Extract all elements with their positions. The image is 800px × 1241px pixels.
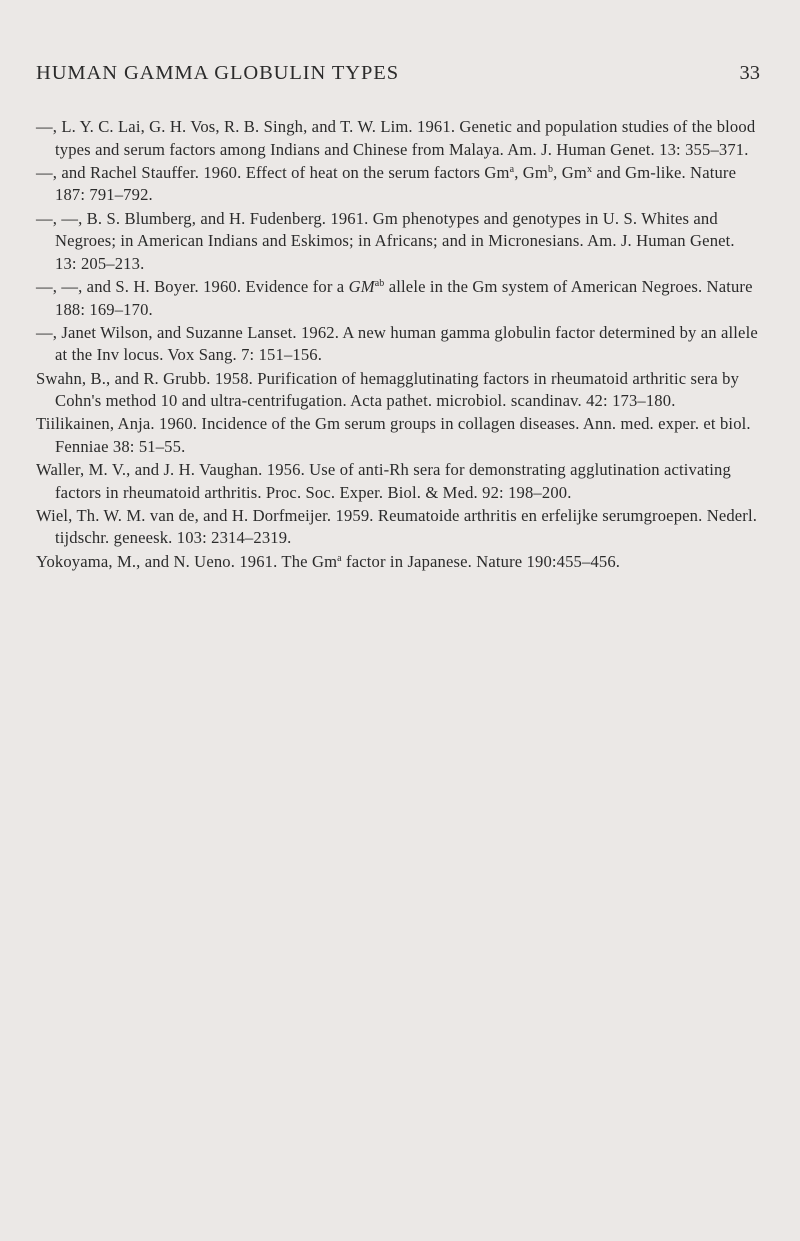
superscript: b xyxy=(548,163,554,175)
reference-entry xyxy=(36,505,760,550)
reference-text: factor in Japanese. Nature 190:455–456. xyxy=(341,551,621,571)
superscript: a xyxy=(509,163,515,175)
reference-entry xyxy=(36,162,760,207)
reference-text: Tiilikainen, Anja. 1960. Incidence of the Gm serum groups in collagen diseases. Ann. med. exper. et biol. Fenniae 38: 51–55. xyxy=(36,414,751,456)
reference-entry xyxy=(36,276,760,321)
reference-list xyxy=(36,116,760,574)
reference-text: Wiel, Th. W. M. van de, and H. Dorfmeijer. 1959. Reumatoide arthritis en erfelijke serumgroepen. Nederl. tijdschr. geneesk. 103: 2314–2319. xyxy=(36,505,758,548)
reference-text: —, Janet Wilson, and Suzanne Lanset. 1962. A new human gamma globulin factor determined by an allele at the Inv locus. Vox Sang. 7: 151–156. xyxy=(36,322,758,365)
page-header xyxy=(36,62,760,90)
reference-text: —, —, and S. H. Boyer. 1960. Evidence for a xyxy=(36,276,349,296)
reference-text: , Gm xyxy=(514,162,548,182)
running-head: HUMAN GAMMA GLOBULIN TYPES xyxy=(36,62,400,84)
reference-text: , Gm xyxy=(553,162,587,182)
reference-text: —, L. Y. C. Lai, G. H. Vos, R. B. Singh, and T. W. Lim. 1961. Genetic and population studies of the blood types and serum factors among Indians and Chinese from Malaya. Am. J. Human Genet. 13: 355–371. xyxy=(36,117,756,159)
superscript: x xyxy=(586,163,593,175)
reference-entry xyxy=(36,413,760,458)
superscript: ab xyxy=(374,277,385,289)
reference-text: Swahn, B., and R. Grubb. 1958. Purification of hemagglutinating factors in rheumatoid arthritic sera by Cohn's method 10 and ultra-centrifugation. Acta pathet. microbiol. scandinav. 42: 173–180. xyxy=(36,368,740,411)
reference-entry xyxy=(36,116,760,161)
reference-entry xyxy=(36,368,760,413)
reference-entry xyxy=(36,322,760,367)
reference-text: and Gm-like. Nature 187: 791–792. xyxy=(55,162,737,205)
reference-text: —, and Rachel Stauffer. 1960. Effect of heat on the serum factors Gm xyxy=(36,162,510,182)
reference-text: Yokoyama, M., and N. Ueno. 1961. The Gm xyxy=(36,551,338,571)
reference-text: allele in the Gm system of American Negroes. Nature 188: 169–170. xyxy=(55,276,753,319)
reference-entry xyxy=(36,208,760,276)
reference-entry xyxy=(36,551,760,574)
page-number: 33 xyxy=(739,62,760,84)
reference-text: —, —, B. S. Blumberg, and H. Fudenberg. 1961. Gm phenotypes and genotypes in U. S. Whites and Negroes; in American Indians and Eskimos; in Africans; and in Micronesians. Am. J. Human Genet. 13: 205–213. xyxy=(36,208,735,273)
reference-text: Waller, M. V., and J. H. Vaughan. 1956. Use of anti-Rh sera for demonstrating agglutination activating factors in rheumatoid arthritis. Proc. Soc. Exper. Biol. & Med. 92: 198–200. xyxy=(36,460,731,502)
superscript: a xyxy=(337,552,342,564)
reference-entry xyxy=(36,459,760,504)
italic-symbol: GM xyxy=(348,276,375,296)
